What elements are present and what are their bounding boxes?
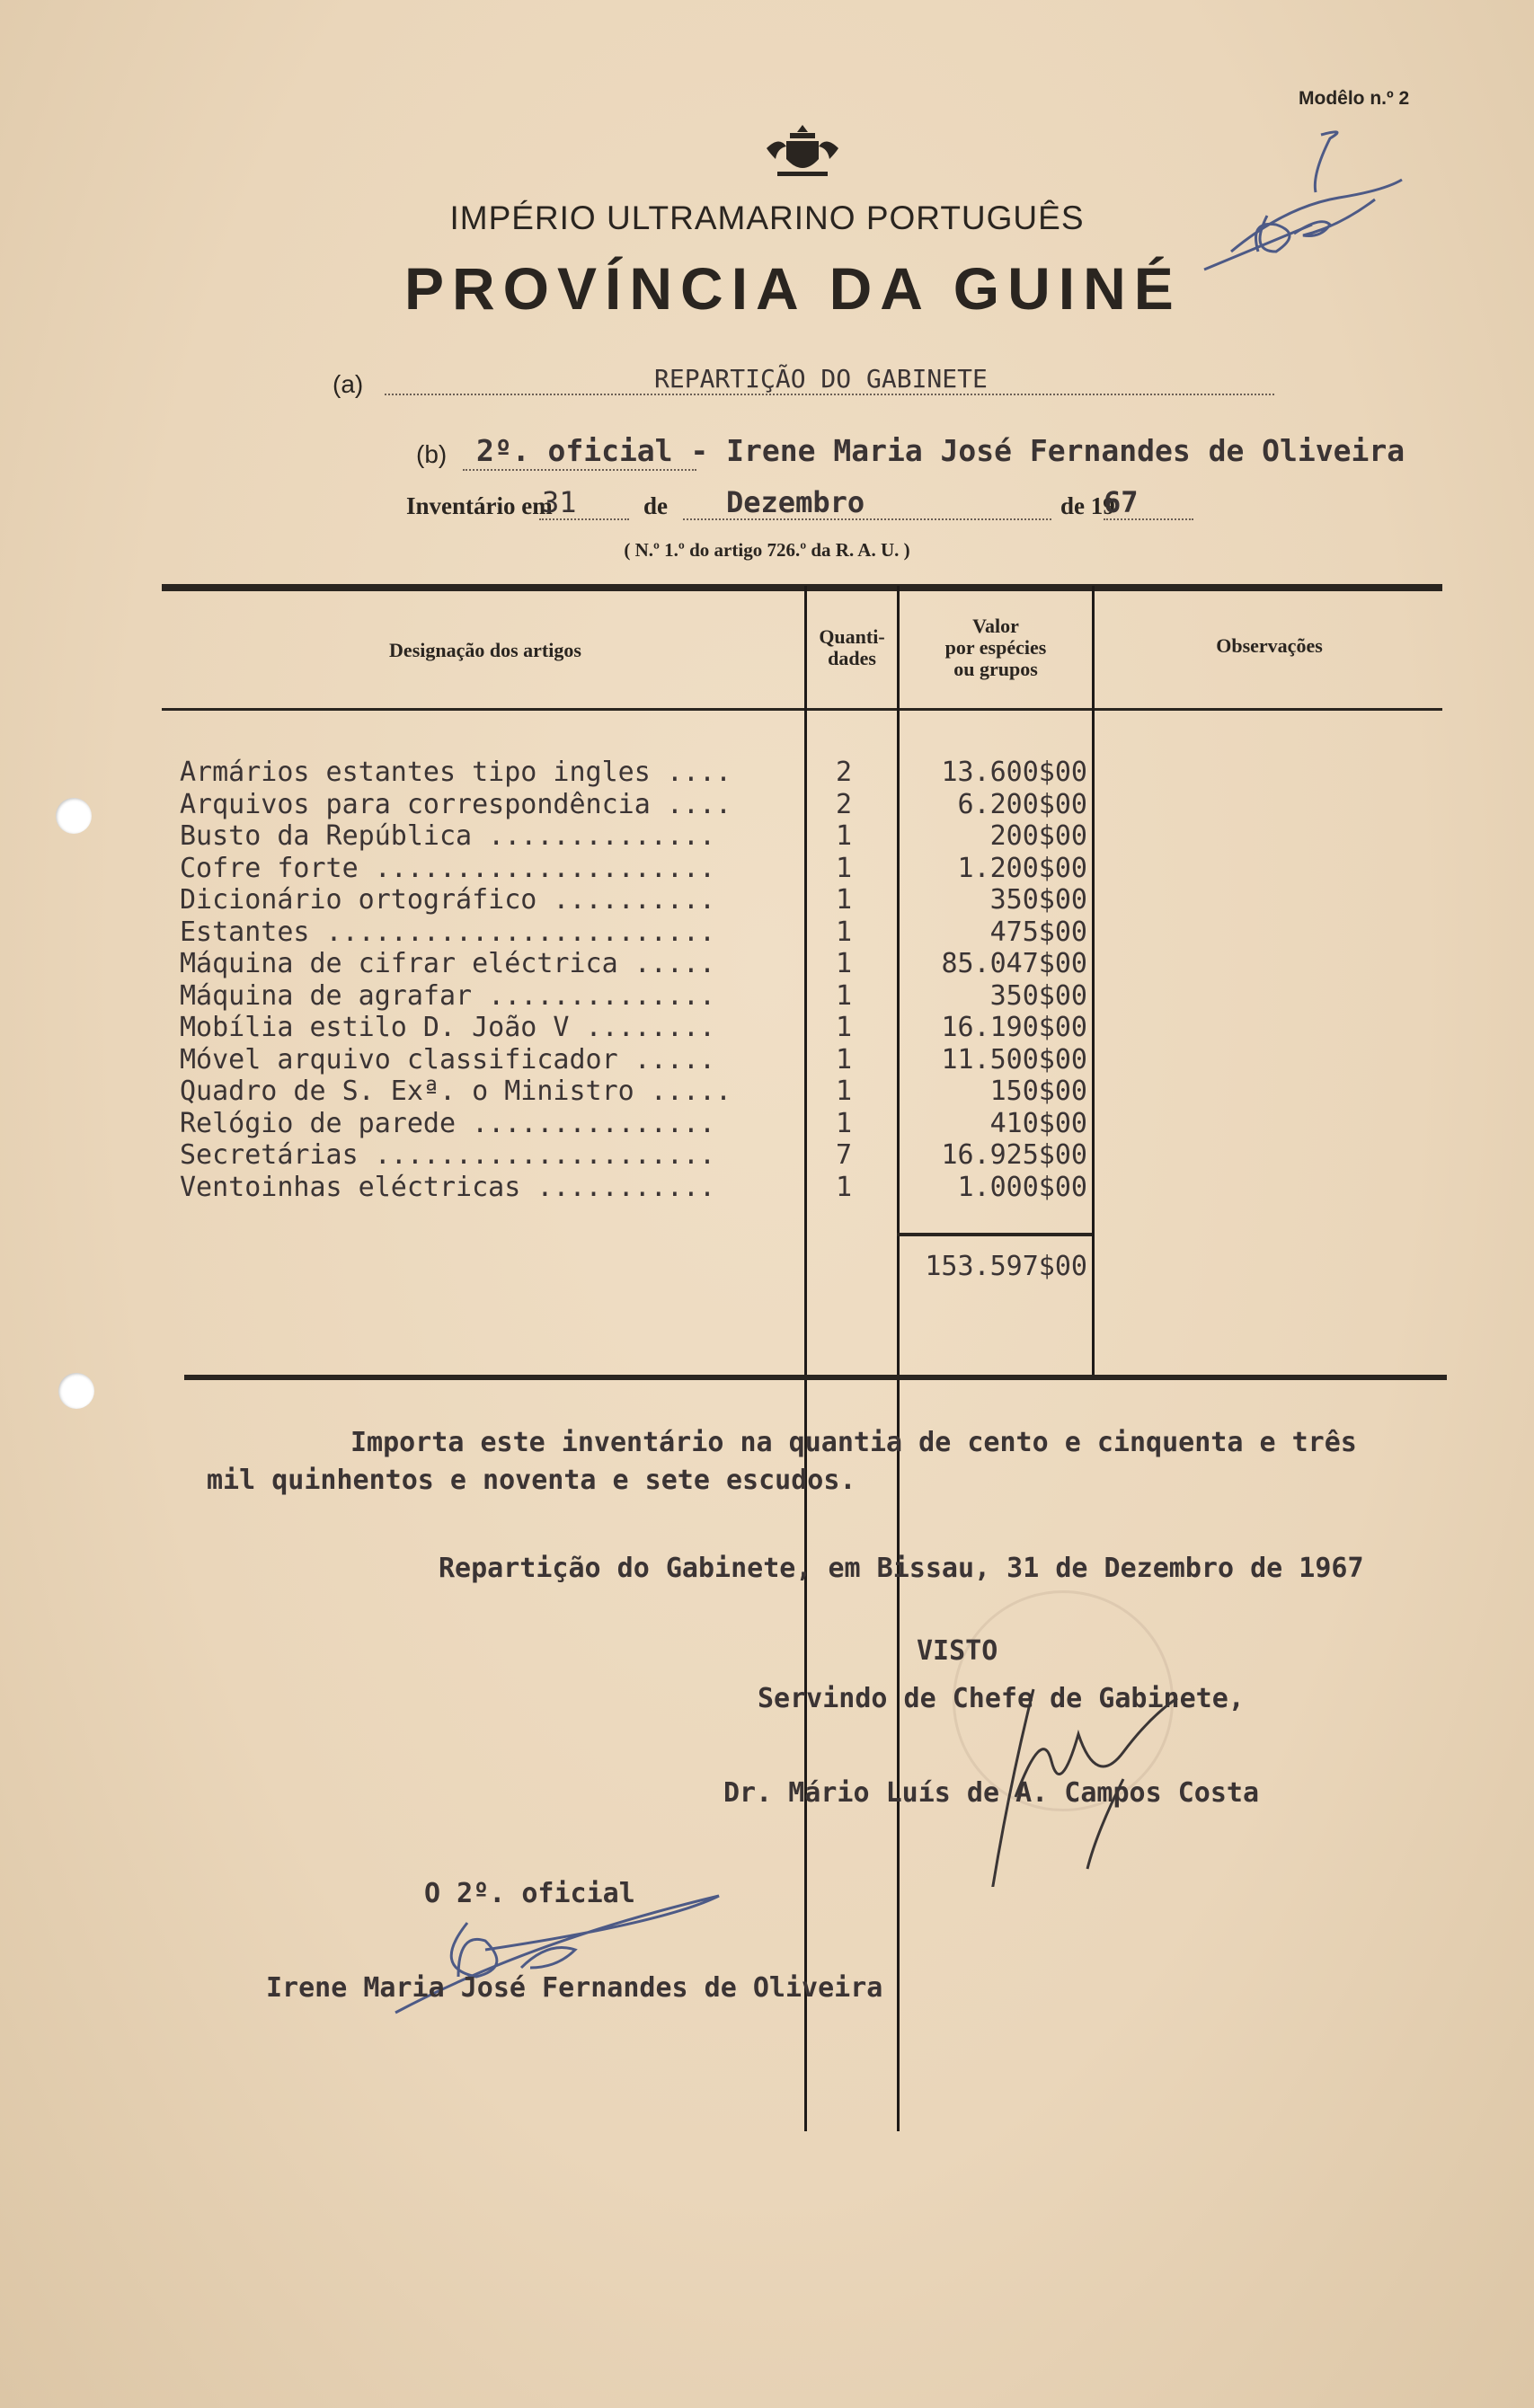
table-header-rule	[162, 708, 1442, 711]
punch-hole-upper	[56, 798, 92, 834]
field-b-label: (b)	[416, 440, 448, 468]
row-value-5: 475$00	[989, 916, 1087, 948]
row-quantity-2: 1	[836, 820, 853, 852]
row-quantity-10: 1	[836, 1076, 853, 1107]
row-value-9: 11.500$00	[941, 1044, 1087, 1076]
inventory-de-label: de	[643, 492, 668, 519]
header-observations: Observações	[1216, 634, 1323, 657]
header-quantity: Quanti- dades	[819, 625, 885, 669]
row-value-0: 13.600$00	[941, 757, 1087, 788]
punch-hole-lower	[58, 1373, 94, 1409]
inventory-year-label: de 19	[1060, 492, 1115, 519]
row-item-4: Dicionário ortográfico ..........	[180, 884, 716, 916]
row-item-6: Máquina de cifrar eléctrica .....	[180, 948, 716, 979]
row-value-10: 150$00	[989, 1076, 1087, 1107]
chief-signature	[980, 1653, 1213, 1887]
field-a-label: (a)	[333, 370, 364, 398]
initials-signature-top	[1168, 117, 1438, 305]
column-divider-qty-left	[804, 586, 807, 2131]
row-quantity-8: 1	[836, 1012, 853, 1043]
row-item-9: Móvel arquivo classificador .....	[180, 1044, 716, 1076]
row-quantity-4: 1	[836, 884, 853, 916]
department-field: REPARTIÇÃO DO GABINETE	[654, 364, 988, 394]
row-quantity-0: 2	[836, 757, 853, 788]
row-value-4: 350$00	[989, 884, 1087, 916]
row-value-6: 85.047$00	[941, 948, 1087, 979]
row-quantity-7: 1	[836, 980, 853, 1012]
row-quantity-5: 1	[836, 916, 853, 948]
inventory-day: 31	[542, 485, 577, 519]
row-item-2: Busto da República ..............	[180, 820, 716, 852]
row-item-11: Relógio de parede ...............	[180, 1108, 716, 1139]
row-value-2: 200$00	[989, 820, 1087, 852]
row-quantity-9: 1	[836, 1044, 853, 1076]
row-item-5: Estantes ........................	[180, 916, 716, 948]
coat-of-arms-icon	[759, 121, 846, 184]
empire-title: IMPÉRIO ULTRAMARINO PORTUGUÊS	[449, 199, 1085, 236]
acting-chief-label: Servindo de Chefe de Gabinete,	[758, 1683, 1245, 1714]
row-value-8: 16.190$00	[941, 1012, 1087, 1043]
province-title: PROVÍNCIA DA GUINÉ	[404, 255, 1182, 322]
row-item-1: Arquivos para correspondência ....	[180, 789, 732, 820]
field-b-line	[463, 469, 696, 471]
official-signature	[341, 1860, 764, 2040]
chief-name: Dr. Mário Luís de A. Campos Costa	[723, 1777, 1260, 1809]
amount-in-words-line1: Importa este inventário na quantia de cento e cinquenta e três	[350, 1427, 1357, 1458]
place-date: Repartição do Gabinete, em Bissau, 31 de Dezembro de 1967	[439, 1553, 1364, 1584]
row-item-3: Cofre forte .....................	[180, 853, 716, 884]
row-item-10: Quadro de S. Exª. o Ministro .....	[180, 1076, 732, 1107]
form-model-number: Modêlo n.º 2	[1299, 88, 1410, 109]
row-quantity-11: 1	[836, 1108, 853, 1139]
row-item-7: Máquina de agrafar ..............	[180, 980, 716, 1012]
row-value-11: 410$00	[989, 1108, 1087, 1139]
table-bottom-rule	[184, 1375, 1447, 1380]
amount-in-words-line2: mil quinhentos e noventa e sete escudos.	[207, 1465, 856, 1496]
total-rule	[897, 1233, 1092, 1236]
header-designation: Designação dos artigos	[389, 639, 581, 661]
row-value-12: 16.925$00	[941, 1139, 1087, 1171]
field-a-line	[385, 394, 1274, 395]
inventory-year-line	[1104, 518, 1193, 520]
table-top-rule	[162, 584, 1442, 591]
row-item-12: Secretárias .....................	[180, 1139, 716, 1171]
row-quantity-1: 2	[836, 789, 853, 820]
inventory-year: 67	[1104, 485, 1139, 519]
column-divider-value-right	[1092, 586, 1095, 1377]
visto-label: VISTO	[917, 1635, 998, 1667]
row-value-3: 1.200$00	[957, 853, 1087, 884]
article-reference: ( N.º 1.º do artigo 726.º da R. A. U. )	[624, 539, 910, 561]
official-name: Irene Maria José Fernandes de Oliveira	[266, 1972, 883, 2004]
inventory-month-line	[683, 518, 1051, 520]
official-field: 2º. oficial - Irene Maria José Fernandes de Oliveira	[476, 433, 1405, 468]
row-item-8: Mobília estilo D. João V ........	[180, 1012, 716, 1043]
row-quantity-6: 1	[836, 948, 853, 979]
total-value: 153.597$00	[925, 1251, 1087, 1282]
row-quantity-3: 1	[836, 853, 853, 884]
row-quantity-12: 7	[836, 1139, 853, 1171]
inventory-day-line	[539, 518, 629, 520]
inventory-month: Dezembro	[726, 485, 865, 519]
row-value-1: 6.200$00	[957, 789, 1087, 820]
official-title: O 2º. oficial	[424, 1878, 635, 1909]
row-item-13: Ventoinhas eléctricas ...........	[180, 1172, 716, 1203]
row-item-0: Armários estantes tipo ingles ....	[180, 757, 732, 788]
row-quantity-13: 1	[836, 1172, 853, 1203]
row-value-13: 1.000$00	[957, 1172, 1087, 1203]
inventory-label: Inventário em	[406, 492, 553, 519]
row-value-7: 350$00	[989, 980, 1087, 1012]
header-value: Valor por espécies ou grupos	[944, 615, 1047, 680]
